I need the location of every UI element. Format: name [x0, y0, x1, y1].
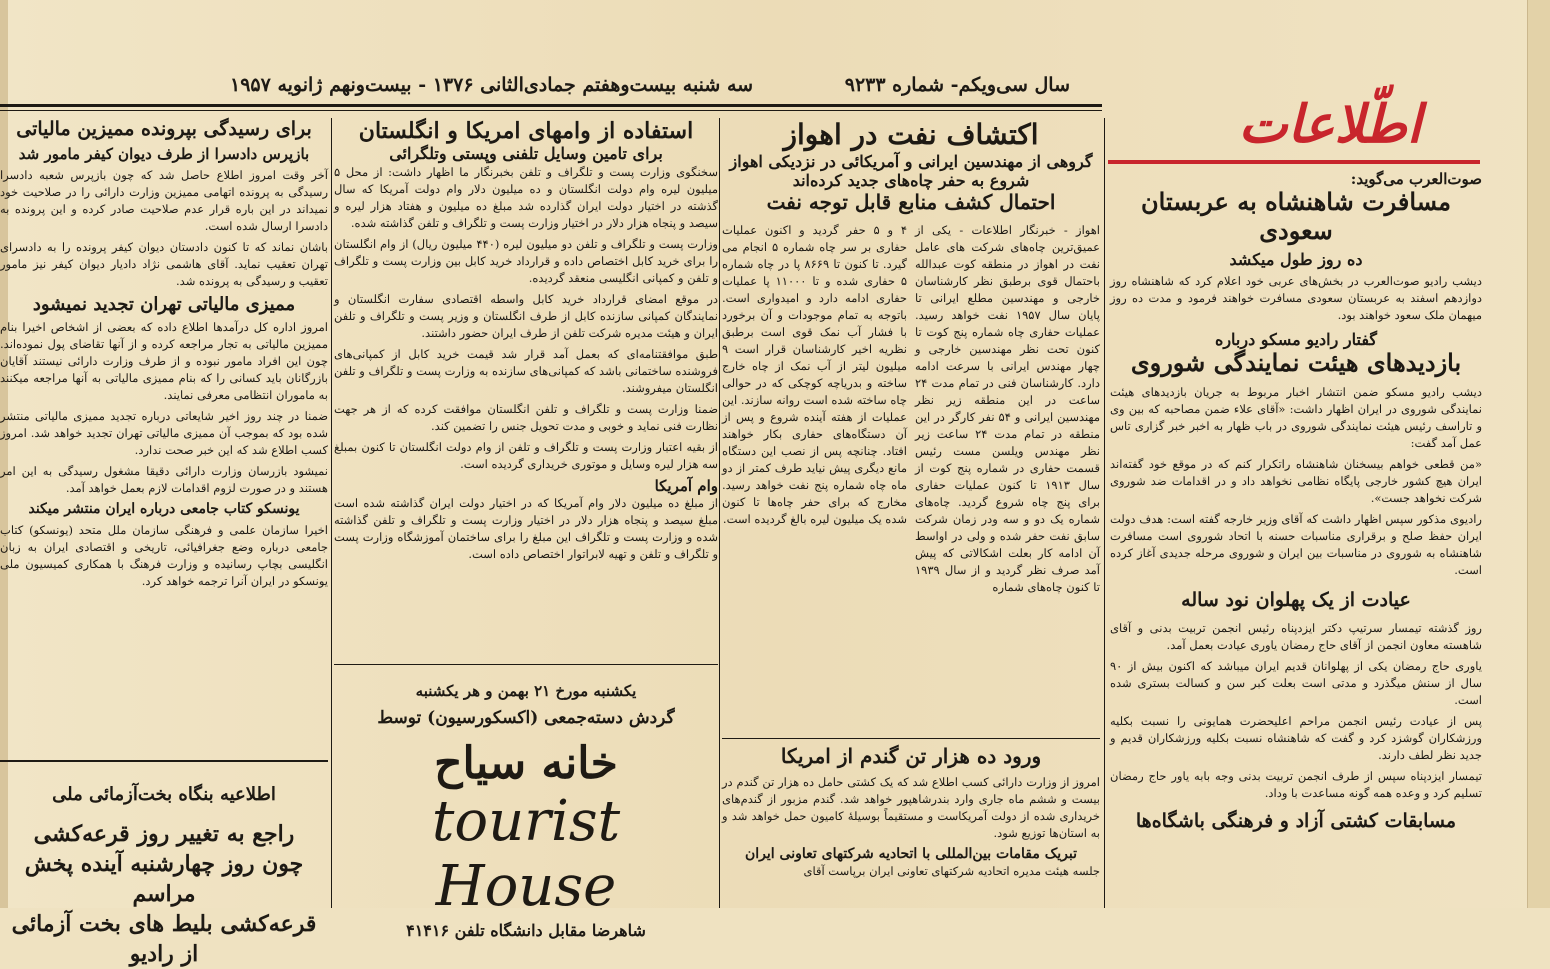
issue-number: سال سی‌ویکم- شماره ۹۲۳۳	[844, 74, 1070, 96]
article-body-tax-5: نمیشود بازرسان وزارت دارائی دقیقا مشغول رسیدگی به این امر هستند و در صورت لزوم اقدامات لازم بعمل خواهد آمد.	[0, 464, 328, 496]
article-body-tax-1: آخر وقت امروز اطلاع حاصل شد که چون بازپرس شعبه دادسرا رسیدگی به پرونده اتهامی ممیزین وزارت دارائی را در صلاحیت خود نمیداند در این باره قرار عدم صلاحیت صادر کرده و این پرونده به دادسرا ارسال شده است.	[0, 167, 328, 233]
lottery-line-1: راجع به تغییر روز قرعه‌کشی	[33, 821, 295, 847]
article-body-wheat: امروز از وزارت دارائی کسب اطلاع شد که یک کشتی حامل ده هزار تن گندم در بیست و ششم ماه جاری وارد بندرشاهپور خواهد شد. گندم مزبور از گندم‌های خریداری شده از دولت آمریکاست و مستقیماً بوسیلهٔ کامیون حمل خواهد شد و به استان‌ها توزیع شود.	[722, 775, 1100, 840]
article-body-loans-3: در موقع امضای قرارداد خرید کابل واسطه اقتصادی سفارت انگلستان و نمایندگان کمپانی سازنده کابل از طرف انگلستان و وزیر پست و تلگراف و تلفن ایران و هیئت مدیره شرکت تلفن از طرف ایران حضور داشتند.	[334, 291, 718, 340]
oil-body-columns	[722, 222, 1100, 600]
issue-date: سه شنبه بیست‌وهفتم جمادی‌الثانی ۱۳۷۶ - بیست‌ونهم ژانویه ۱۹۵۷	[230, 74, 754, 96]
announcement-lottery	[0, 766, 328, 967]
deck-loans: برای تامین وسایل تلفنی وپستی وتلگرائی	[389, 144, 663, 164]
page-edge-right	[1527, 0, 1550, 908]
ad-excursion-line: گردش دسته‌جمعی (اکسکورسیون) توسط	[377, 708, 675, 728]
article-body-soviet-1: دیشب رادیو مسکو ضمن انتشار اخبار مربوط به جریان بازدیدهای هیئت نمایندگی شوروی در ایران اظهار داشت: «آقای علاء ضمن مصاحبه که بین وی و تاراسف رئیس هیئت نمایندگی شوروی در باب ظهار به اخبر خبر گزاری تاس عمل آمد گفت:	[1110, 384, 1482, 450]
article-body-tax-4: ضمنا در چند روز اخیر شایعاتی درباره تجدید ممیزی مالیاتی منتشر شده بود که بموجب آن ممیزی مالیاتی تهران تجدید خواهد شد. امروز کسب اطلاع شد که این خبر صحت ندارد.	[0, 409, 328, 458]
subhead-ten-days: ده روز طول میکشد	[1229, 249, 1363, 269]
article-body-wrestler-4: تیمسار ایزدپناه سپس از طرف انجمن تربیت بدنی وجه بابه یاور حاج رمضان تسلیم کرد و وعده همه گونه مساعدت با وداد.	[1110, 768, 1482, 800]
masthead-rule-thin	[0, 110, 1102, 111]
article-body-loans-2: وزارت پست و تلگراف و تلفن دو میلیون لیره (۴۴۰ میلیون ریال) از وام انگلستان را برای خرید کابل اختصاص داده و قرارداد خرید کابل بین وزارت پست و تلگراف و تلفن و کمپانی انگلیسی منعقد گردیده.	[334, 236, 718, 285]
column-left	[0, 118, 328, 758]
headline-shah-saudi: مسافرت شاهنشاه به عربستان سعودی	[1141, 187, 1451, 245]
rule-oil-wheat	[722, 738, 1100, 739]
column-rule-1	[1104, 118, 1105, 908]
article-body-oil-left: ۴ و ۵ حفر گردید و اکنون عملیات حفاری بر سر چاه شماره ۵ انجام می گیرد. تا کنون تا ۸۶۶۹ پا در چاه شماره ۵ حفاری شده و تا ۱۱۰۰۰ پا عملیات حفاری ادامه دارد و امیدواری است. باتوجه به تمام موجودات و آن برخورد با فشار آب نمک قوی است برطبق نظریه اخیر کارشناسان قرار است ۹ میلیون لیتر از آب نمک از چاه خارج ساخته و بدریاچه کوچکی که در حوالی چاه ساخته شده است روانه سازند. این عملیات از هفته آینده شروع و پس از آن دستگاه‌های حفاری بکار خواهند افتاد. چنانچه پس از نصب این دستگاه مانع دیگری پیش نیاید طرف کمتر از دو ماه چاه شماره پنج نفت خواهد رسید. مخارج که برای حفر چاه‌ها تا کنون شده یک میلیون لیره بالغ گردیده است.	[722, 222, 908, 526]
ad-date-line: یکشنبه مورخ ۲۱ بهمن و هر یکشنبه	[415, 682, 637, 700]
article-body-loans-6: از بقیه اعتبار وزارت پست و تلگراف و تلفن از وام دولت انگلستان تا کنون بمبلغ سه هزار لیره وسایل و موتوری خریداری گردیده است.	[334, 439, 718, 471]
column-rule-2	[719, 118, 720, 908]
kicker-soutul-arab: صوت‌العرب می‌گوید:	[1350, 170, 1482, 188]
headline-tax-not-renewed: ممیزی مالیاتی تهران تجدید نمیشود	[32, 293, 296, 315]
deck-tax-inspectors: بازپرس دادسرا از طرف دیوان کیفر مامور شد	[18, 144, 310, 163]
headline-tax-inspectors: برای رسیدگی بپرونده ممیزین مالیاتی	[16, 118, 312, 140]
logo-text: اطّلاعات	[1238, 93, 1422, 155]
headline-soviet-delegation: بازدیدهای هیئت نمایندگی شوروی	[1130, 347, 1462, 377]
article-body-loans-5: ضمنا وزارت پست و تلگراف و تلفن انگلستان موافقت کرده که از هر جهت نظارت فنی نماید و خوبی و مدت تحویل جنس را تضمین کند.	[334, 401, 718, 433]
article-body-loans-4: طبق موافقتنامه‌ای که بعمل آمد قرار شد قیمت خرید کابل از کمپانی‌های فروشنده ساختمانی باشد که کمپانی‌های سازنده به وزارت پست و تلگراف و تلفن انگلستان میفروشند.	[334, 346, 718, 395]
article-body-soviet-2: «من قطعی خواهم بیسخنان شاهنشاه راتکرار کنم که در موقع خود گفته‌اند ایران هیچ کشور خارجی پایگاه نظامی نخواهد داد و در اقدامات ضد شوروی شرکت نخواهد جست».	[1110, 456, 1482, 505]
logo-underline	[1108, 160, 1480, 164]
headline-wrestler: عیادت از یک پهلوان نود ساله	[1181, 588, 1411, 611]
column-rule-3	[331, 118, 332, 908]
column-wheat	[722, 740, 1100, 908]
deck-oil-discovery: احتمال کشف منابع قابل توجه نفت	[766, 189, 1056, 214]
article-body-cooperatives: جلسه هیئت مدیره اتحادیه شرکتهای تعاونی ایران برپاست آقای	[803, 863, 1100, 878]
headline-loans: استفاده از وامهای امریکا و انگلستان	[358, 118, 694, 144]
article-body-oil-right: اهواز - خبرنگار اطلاعات - یکی از عمیق‌ترین چاه‌های شرکت های عامل نفت در اهواز در منطقه کوت عبدالله باحتمال قوی برطبق نظر کارشناسان خارجی و مهندسین مطلع ایرانی تا پایان سال ۱۹۵۷ نفت خواهد رسید. عملیات حفاری چاه شماره پنج کوت تا کنون تحت نظر مهندسین خارجی و چهار مهندس ایرانی با سرعت ادامه دارد. کارشناسان فنی در تمام مدت ۲۴ ساعت در این منطقه زیر نظر مهندسین ایرانی و ۵۴ نفر کارگر در این منطقه در تمام مدت ۲۴ ساعت زیر نظر مهندس ویلسن مست رئیس قسمت حفاری در شماره پنج کوت از سال ۱۹۱۳ تا کنون عملیات حفاری برای پنج چاه شروع گردید. چاه‌های شماره یک دو و سه ودر زمان شرکت سابق نفت حفر شده و ولی در اواسط آن ادامه کار بعلت اشکالاتی که پیش آمد صرف نظر گردید و از سال ۱۹۳۹ تا کنون چاه‌های شماره	[915, 222, 1100, 594]
headline-wheat: ورود ده هزار تن گندم از امریکا	[780, 744, 1042, 768]
article-body-loans-7: از مبلغ ده میلیون دلار وام آمریکا که در اختیار دولت ایران گذاشته شده است مبلغ سیصد و پنجاه هزار دلار در اختیار وزارت پست و تلگراف و تلفن گذاشته شده و وزارت پست و تلگراف این مبلغ را برای ساختمان آموزشگاه وزارت پست و تلگراف و تلفن و تهیه لابراتوار اختصاص داده است.	[334, 495, 718, 561]
ad-name-english: tourist House	[431, 789, 621, 919]
rule-loans-ad	[334, 664, 718, 665]
ad-address: شاهرضا مقابل دانشگاه تلفن ۴۱۴۱۶	[406, 921, 646, 940]
newspaper-logo	[1180, 84, 1480, 164]
headline-oil-ahvaz: اکتشاف نفت در اهواز	[783, 118, 1039, 151]
rule-lottery-top	[0, 760, 328, 762]
lottery-title: اطلاعیه بنگاه بخت‌آزمائی ملی	[52, 784, 276, 805]
article-body-unesco: اخیرا سازمان علمی و فرهنگی سازمان ملل متحد (یونسکو) کتاب جامعی درباره وضع جغرافیائی، تاریخی و اقتصادی ایران به زبان انگلیسی بچاپ رسانیده و وزارت فرهنگ با همکاری کمیسیون ملی یونسکو در ایران آنرا ترجمه خواهد کرد.	[0, 523, 328, 589]
article-body-tax-3: امروز اداره کل درآمدها اطلاع داده که بعضی از اشخاص اخیرا بنام ممیزین مالیاتی به تجار مراجعه کرده و از آنها تقاضای پول نموده‌اند. چون این افراد مامور نبوده و از طرف وزارت دارائی نیستند آقایان بازرگانان باید کسانی را که بنام ممیزی مالیاتی به آنها مراجعه میکنند به ماموران انتظامی معرفی نمایند.	[0, 320, 328, 403]
article-body-tax-2: باشان نماند که تا کنون دادستان دیوان کیفر پرونده را به دادسرای تهران تعقیب نماید. آقای هاشمی نژاد دادیار دیوان کیفر نیز مامور تعقیب و رسیدگی به پرونده شد.	[0, 239, 328, 288]
masthead-rule	[0, 104, 1102, 107]
lottery-line-3: قرعه‌کشی بلیط های بخت آزمائی از رادیو	[11, 911, 317, 967]
lottery-line-2: چون روز چهارشنبه آینده پخش مراسم	[24, 851, 304, 907]
article-body-soviet-3: رادیوی مذکور سپس اظهار داشت که آقای وزیر خارجه گفته است: هدف دولت ایران حفظ صلح و برقراری مناسبات حسنه با اتحاد شوروی است مسافرت شاهنشاه به شوروی در مناسبات بین ایران و شوروی مرحله جدیدی آغاز کرده است.	[1110, 511, 1482, 577]
article-body-loans-1: سخنگوی وزارت پست و تلگراف و تلفن بخبرنگار ما اظهار داشت: از محل ۵ میلیون لیره وام دولت انگلستان و ده میلیون دلار وام دولت آمریکا که سال گذشته در اختیار دولت ایران گذارده شد مبلغ ده میلیون و هفتاد هزار لیره و سیصد و پنجاه هزار دلار در اختیار وزارت پست و تلگراف و تلفن گذاشته شده.	[334, 164, 718, 230]
column-oil	[722, 118, 1100, 738]
deck-oil-engineers: گروهی از مهندسین ایرانی و آمریکائی در نزدیکی اهواز شروع به حفر چاه‌های جدید کرده‌اند	[729, 151, 1093, 190]
article-body-wrestler-2: یاوری حاج رمضان یکی از پهلوانان قدیم ایران میباشد که اکنون بیش از ۹۰ سال از سنش میگذرد و مدتی است بعلت کبر سن و کسالت بستری شده است.	[1110, 658, 1482, 707]
column-right	[1110, 166, 1482, 908]
headline-cooperatives: تبریک مقامات بین‌المللی با اتحادیه شرکتهای تعاونی ایران	[745, 846, 1077, 862]
ad-name-persian: خانه سیاح	[434, 738, 618, 789]
headline-unesco: یونسکو کتاب جامعی درباره ایران منتشر میکند	[28, 501, 300, 518]
article-body-wrestler-1: روز گذشته تیمسار سرتیپ دکتر ایزدپناه رئیس انجمن تربیت بدنی و آقای شاهسته معاون انجمن از آقای حاج رمضان یاوری عیادت بعمل آمد.	[1110, 620, 1482, 652]
kicker-radio-moscow: گفتار رادیو مسکو درباره	[1214, 329, 1378, 349]
headline-wrestling-matches: مسابقات کشتی آزاد و فرهنگی باشگاه‌ها	[1135, 809, 1457, 832]
article-body-saudi: دیشب رادیو صوت‌العرب در بخش‌های عربی خود اعلام کرد که شاهنشاه روز دوازدهم اسفند به عربستان سعودی مسافرت خواهند فرمود و مدت ده روز میهمان ملک سعود خواهند بود.	[1110, 273, 1482, 322]
advertisement-tourist-house	[334, 668, 718, 940]
subhead-us-loan: وام آمریکا	[654, 476, 718, 495]
masthead-bar	[230, 68, 1070, 102]
column-loans	[334, 118, 718, 658]
article-body-wrestler-3: پس از عیادت رئیس انجمن مراحم اعلیحضرت همایونی را نسبت بکلیه ورزشکاران گوشزد کرد و گفت که شاهنشاه نسبت بکلیه ورزشکاران قدیم و جدید نظر لطف دارند.	[1110, 713, 1482, 762]
